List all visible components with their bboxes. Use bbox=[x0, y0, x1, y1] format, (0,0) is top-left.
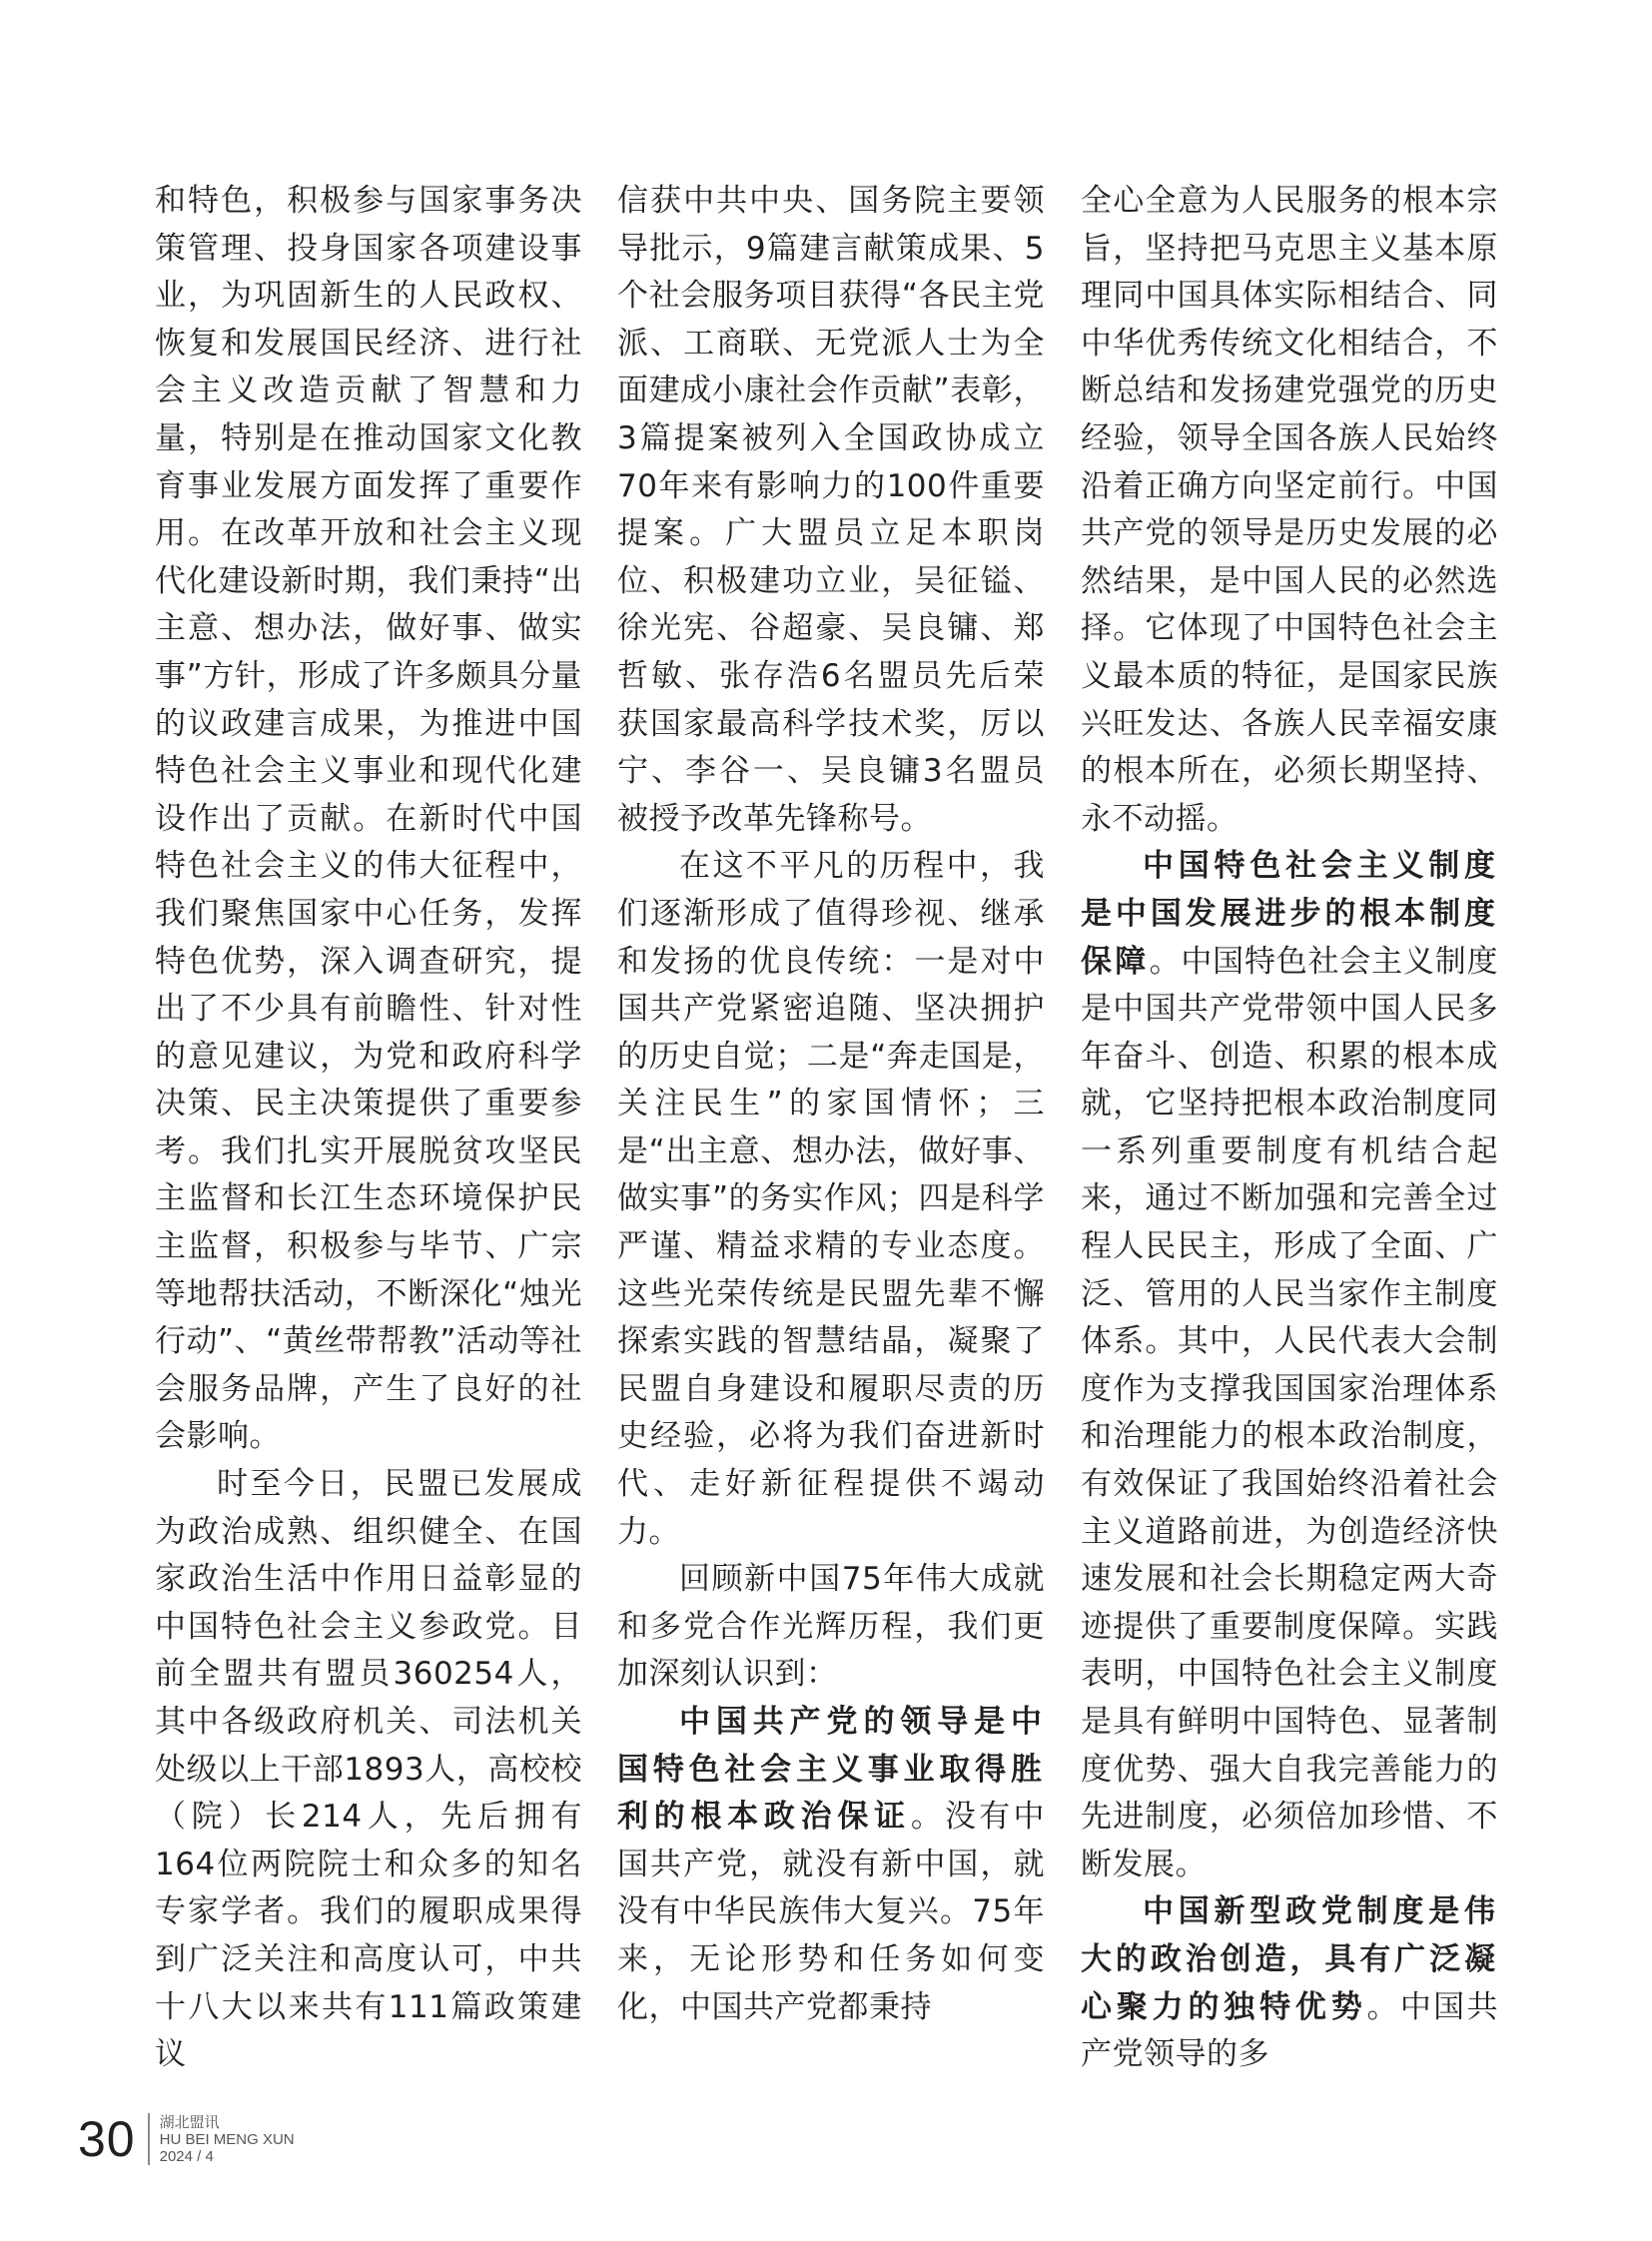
article-column-3 bbox=[1081, 178, 1498, 2079]
magazine-title-cn: 湖北盟讯 bbox=[159, 2113, 220, 2131]
magazine-info bbox=[160, 2114, 295, 2165]
article-column-2 bbox=[617, 178, 1045, 2031]
lead-heading: 中国共产党的领导是中国特色社会主义事业取得胜利的根本政治保证 bbox=[617, 1704, 1045, 1836]
paragraph bbox=[617, 1699, 1045, 2031]
paragraph: 和特色，积极参与国家事务决策管理、投身国家各项建设事业，为巩固新生的人民政权、恢复和发展国民经济、进行社会主义改造贡献了智慧和力量，特别是在推动国家文化教育事业发展方面发挥了重要作用。在改革开放和社会主义现代化建设新时期，我们秉持“出主意、想办法，做好事、做实事”方针，形成了许多颇具分量的议政建言成果，为推进中国特色社会主义事业和现代化建设作出了贡献。在新时代中国特色社会主义的伟大征程中，我们聚焦国家中心任务，发挥特色优势，深入调查研究，提出了不少具有前瞻性、针对性的意见建议，为党和政府科学决策、民主决策提供了重要参考。我们扎实开展脱贫攻坚民主监督和长江生态环境保护民主监督，积极参与毕节、广宗等地帮扶活动，不断深化“烛光行动”、“黄丝带帮教”活动等社会服务品牌，产生了良好的社会影响。 bbox=[155, 183, 582, 1455]
page-footer bbox=[78, 2108, 295, 2170]
lead-heading: 中国特色社会主义制度是中国发展进步的根本制度保障 bbox=[1081, 848, 1498, 980]
footer-divider bbox=[148, 2113, 150, 2165]
lead-heading: 中国新型政党制度是伟大的政治创造，具有广泛凝心聚力的独特优势 bbox=[1081, 1893, 1498, 2025]
paragraph: 回顾新中国75年伟大成就和多党合作光辉历程，我们更加深刻认识到： bbox=[617, 1561, 1045, 1693]
paragraph bbox=[1081, 1888, 1498, 2078]
paragraph bbox=[1081, 843, 1498, 1888]
issue-number: 2024 / 4 bbox=[159, 2147, 214, 2165]
paragraph-text: 。没有中国共产党，就没有新中国，就没有中华民族伟大复兴。75年来，无论形势和任务如何变化，中国共产党都秉持 bbox=[617, 1799, 1046, 2025]
paragraph: 在这不平凡的历程中，我们逐渐形成了值得珍视、继承和发扬的优良传统：一是对中国共产党紧密追随、坚决拥护的历史自觉；二是“奔走国是，关注民生”的家国情怀；三是“出主意、想办法，做好事、做实事”的务实作风；四是科学严谨、精益求精的专业态度。这些光荣传统是民盟先辈不懈探索实践的智慧结晶，凝聚了民盟自身建设和履职尽责的历史经验，必将为我们奋进新时代、走好新征程提供不竭动力。 bbox=[617, 848, 1045, 1550]
paragraph-text: 。中国共产党领导的多 bbox=[1081, 1988, 1499, 2073]
paragraph: 全心全意为人民服务的根本宗旨，坚持把马克思主义基本原理同中国具体实际相结合、同中华优秀传统文化相结合，不断总结和发扬建党强党的历史经验，领导全国各族人民始终沿着正确方向坚定前行。中国共产党的领导是历史发展的必然结果，是中国人民的必然选择。它体现了中国特色社会主义最本质的特征，是国家民族兴旺发达、各族人民幸福安康的根本所在，必须长期坚持、永不动摇。 bbox=[1081, 183, 1498, 837]
paragraph-text: 。中国特色社会主义制度是中国共产党带领中国人民多年奋斗、创造、积累的根本成就，它坚持把根本政治制度同一系列重要制度有机结合起来，通过不断加强和完善全过程人民民主，形成了全面、广泛、管用的人民当家作主制度体系。其中，人民代表大会制度作为支撑我国国家治理体系和治理能力的根本政治制度，有效保证了我国始终沿着社会主义道路前进，为创造经济快速发展和社会长期稳定两大奇迹提供了重要制度保障。实践表明，中国特色社会主义制度是具有鲜明中国特色、显著制度优势、强大自我完善能力的先进制度，必须倍加珍惜、不断发展。 bbox=[1081, 943, 1499, 1882]
paragraph: 时至今日，民盟已发展成为政治成熟、组织健全、在国家政治生活中作用日益彰显的中国特色社会主义参政党。目前全盟共有盟员360254人，其中各级政府机关、司法机关处级以上干部1893人，高校校（院）长214人，先后拥有164位两院院士和众多的知名专家学者。我们的履职成果得到广泛关注和高度认可，中共十八大以来共有111篇政策建议 bbox=[155, 1466, 582, 2073]
page-number: 30 bbox=[78, 2111, 136, 2167]
paragraph: 信获中共中央、国务院主要领导批示，9篇建言献策成果、5个社会服务项目获得“各民主党派、工商联、无党派人士为全面建成小康社会作贡献”表彰，3篇提案被列入全国政协成立70年来有影响力的100件重要提案。广大盟员立足本职岗位、积极建功立业，吴征镒、徐光宪、谷超豪、吴良镛、郑哲敏、张存浩6名盟员先后荣获国家最高科学技术奖，厉以宁、李谷一、吴良镛3名盟员被授予改革先锋称号。 bbox=[617, 183, 1045, 837]
article-column-1 bbox=[155, 178, 582, 2079]
magazine-title-en: HU BEI MENG XUN bbox=[159, 2130, 295, 2148]
